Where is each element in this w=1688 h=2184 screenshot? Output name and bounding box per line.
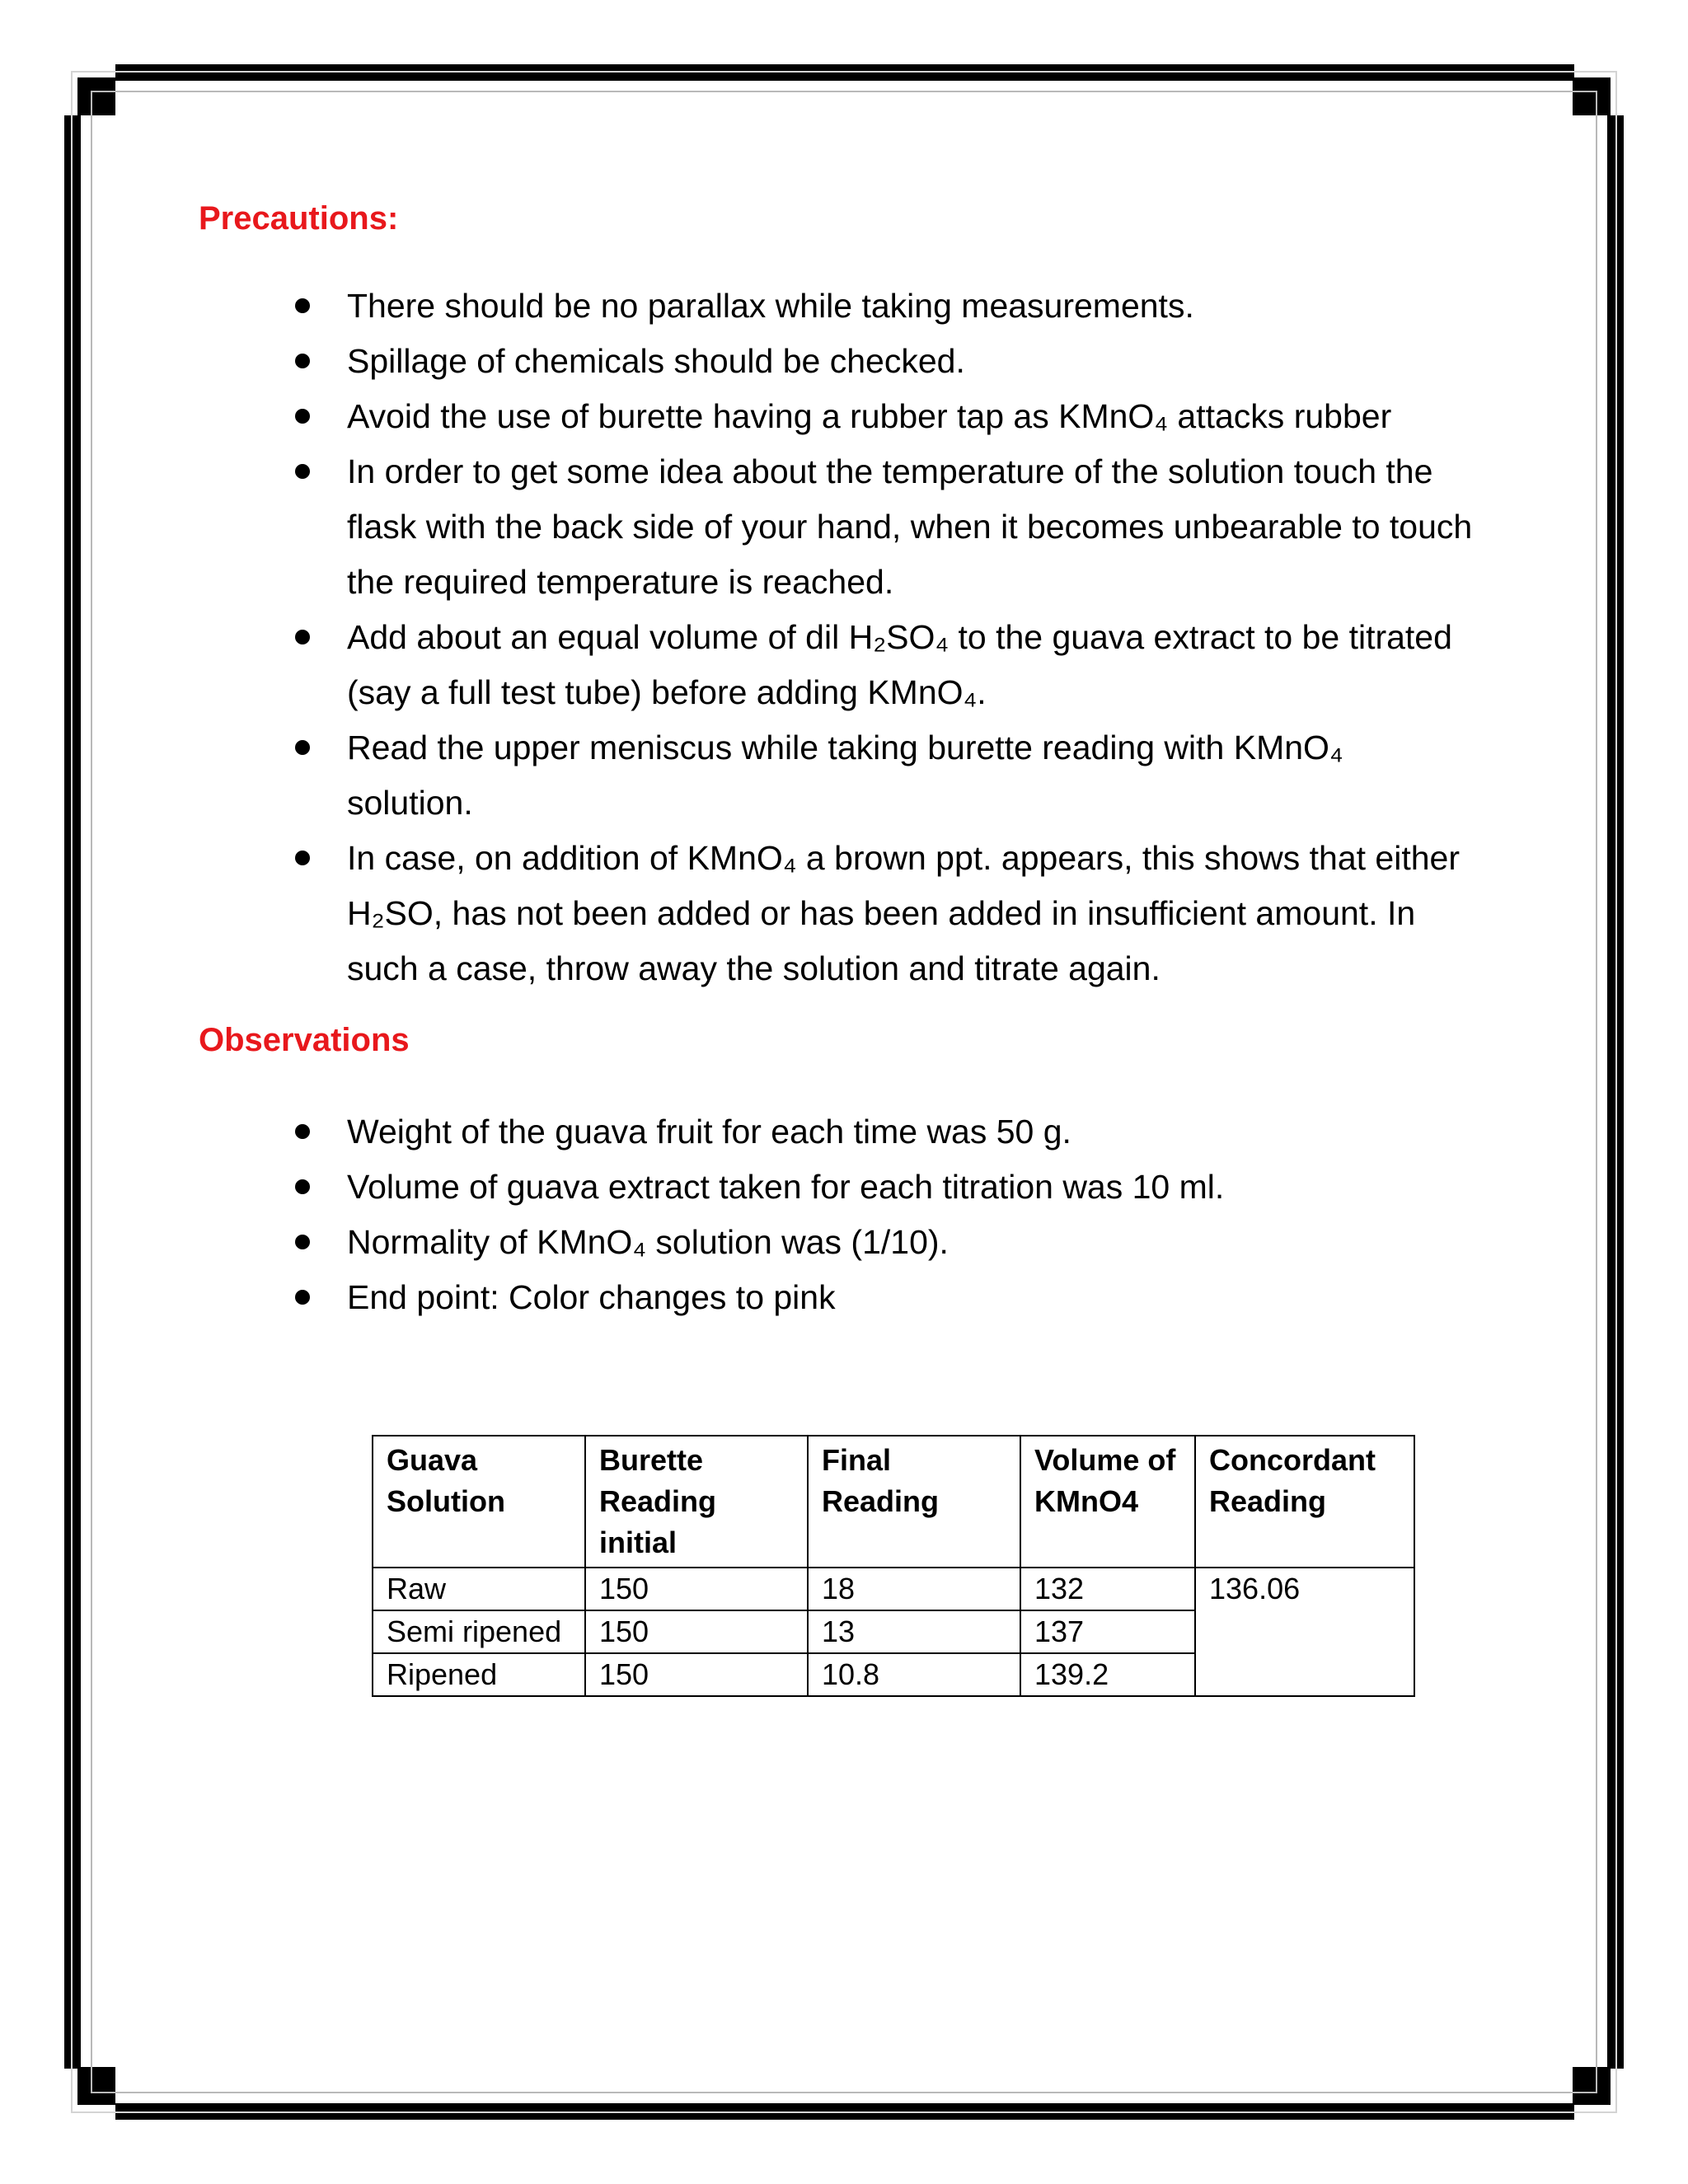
list-item: Normality of KMnO₄ solution was (1/10). (0, 1215, 1476, 1270)
table-cell: 150 (585, 1610, 808, 1653)
header-cell: Concordant Reading (1195, 1436, 1414, 1568)
table-cell: 13 (808, 1610, 1020, 1653)
bullet-icon (295, 851, 310, 865)
bullet-icon (295, 298, 310, 313)
table-cell: 18 (808, 1568, 1020, 1610)
list-item: Volume of guava extract taken for each titration was 10 ml. (0, 1160, 1476, 1215)
list-item: End point: Color changes to pink (0, 1270, 1476, 1325)
precautions-list (0, 279, 1476, 996)
header-cell: Burette Reading initial (585, 1436, 808, 1568)
table-cell: Ripened (373, 1653, 585, 1696)
list-item: There should be no parallax while taking measurements. (0, 279, 1476, 334)
list-item: Spillage of chemicals should be checked. (0, 334, 1476, 389)
table-cell: Raw (373, 1568, 585, 1610)
table-cell: 150 (585, 1653, 808, 1696)
header-cell: Final Reading (808, 1436, 1020, 1568)
table-cell: 10.8 (808, 1653, 1020, 1696)
bullet-icon (295, 630, 310, 644)
list-item: Avoid the use of burette having a rubber tap as KMnO₄ attacks rubber (0, 389, 1476, 444)
bullet-icon (295, 409, 310, 424)
header-cell: Guava Solution (373, 1436, 585, 1568)
bullet-icon (295, 464, 310, 479)
table-cell: 137 (1020, 1610, 1195, 1653)
table-row (373, 1568, 1414, 1610)
list-item: In case, on addition of KMnO₄ a brown ppt. appears, this shows that either H₂SO, has not been added or has been added in insufficient amount. In such a case, throw away the solution and titrate again. (0, 831, 1476, 996)
observation-table (372, 1435, 1415, 1697)
observations-heading: Observations (199, 1022, 410, 1058)
list-item: In order to get some idea about the temperature of the solution touch the flask with the back side of your hand, when it becomes unbearable to touch the required temperature is reached. (0, 444, 1476, 610)
list-item: Read the upper meniscus while taking burette reading with KMnO₄ solution. (0, 720, 1476, 831)
table-cell: 150 (585, 1568, 808, 1610)
table-header-row (373, 1436, 1414, 1568)
list-item: Weight of the guava fruit for each time was 50 g. (0, 1104, 1476, 1160)
bullet-icon (295, 1290, 310, 1305)
table-cell: 132 (1020, 1568, 1195, 1610)
concordant-reading-cell: 136.06 (1195, 1568, 1414, 1696)
bullet-icon (295, 1179, 310, 1194)
list-item: Add about an equal volume of dil H₂SO₄ to the guava extract to be titrated (say a full test tube) before adding KMnO₄. (0, 610, 1476, 720)
bullet-icon (295, 354, 310, 368)
precautions-heading: Precautions: (199, 200, 399, 237)
bullet-icon (295, 1235, 310, 1249)
observations-list (0, 1104, 1476, 1325)
bullet-icon (295, 740, 310, 755)
table-cell: 139.2 (1020, 1653, 1195, 1696)
table-cell: Semi ripened (373, 1610, 585, 1653)
header-cell: Volume of KMnO4 (1020, 1436, 1195, 1568)
bullet-icon (295, 1124, 310, 1139)
